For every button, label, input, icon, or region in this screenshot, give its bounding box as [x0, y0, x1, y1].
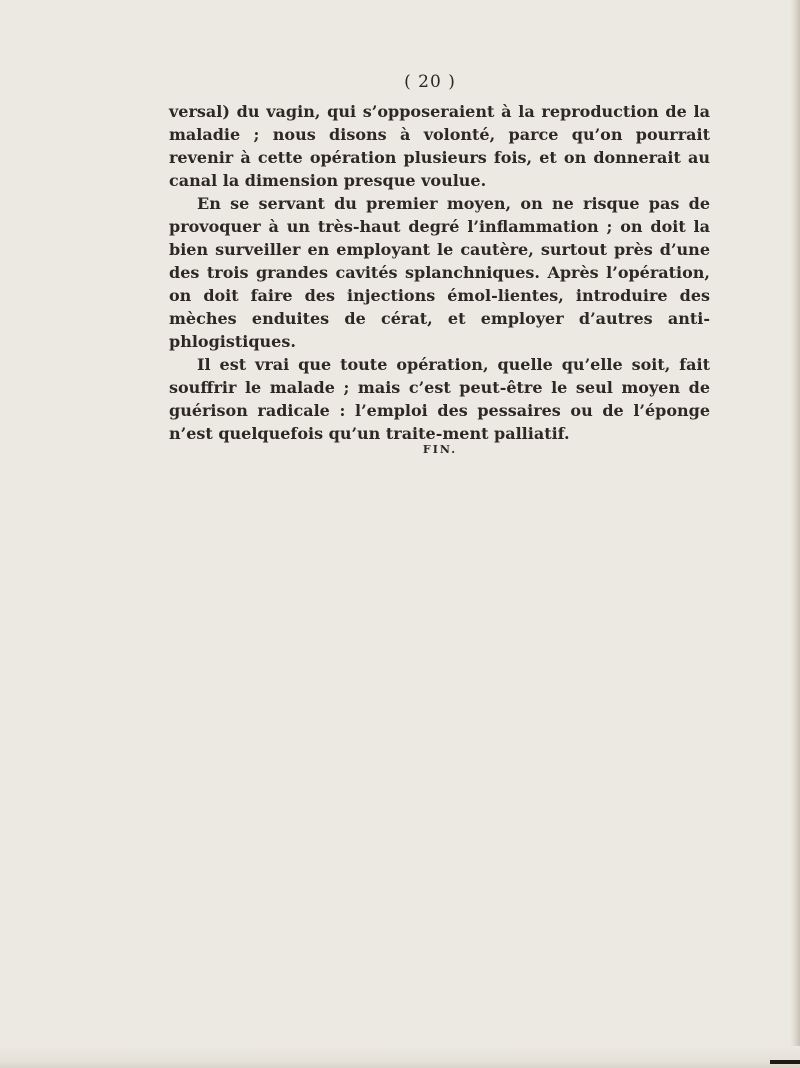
end-mark: FIN.: [422, 443, 458, 456]
page-bottom-edge: [0, 1046, 800, 1068]
page-number: ( 20 ): [404, 72, 456, 92]
paragraph-2: En se servant du premier moyen, on ne risque pas de provoquer à un très-haut degré l’inflammation ; on doit la bien surveiller en employant le cautère, surtout près d’une des trois grandes cavités splanchniques. Après l’opération, on doit faire des injections émol-lientes, introduire des mèches enduites de cérat, et employer d’autres anti-phlogistiques.: [169, 194, 710, 351]
paragraph-3: Il est vrai que toute opération, quelle qu’elle soit, fait souffrir le malade ; mais c’est peut-être le seul moyen de guérison radicale : l’emploi des pessaires ou de l’éponge n’est quelquefois qu’un traite-ment palliatif.: [169, 355, 710, 443]
page-edge-shadow: [790, 0, 800, 1068]
body-text: [169, 100, 710, 445]
paragraph-1: versal) du vagin, qui s’opposeraient à la reproduction de la maladie ; nous disons à volonté, parce qu’on pourrait revenir à cette opération plusieurs fois, et on donnerait au canal la dimension presque voulue.: [169, 102, 710, 190]
corner-mark: [770, 1060, 800, 1064]
